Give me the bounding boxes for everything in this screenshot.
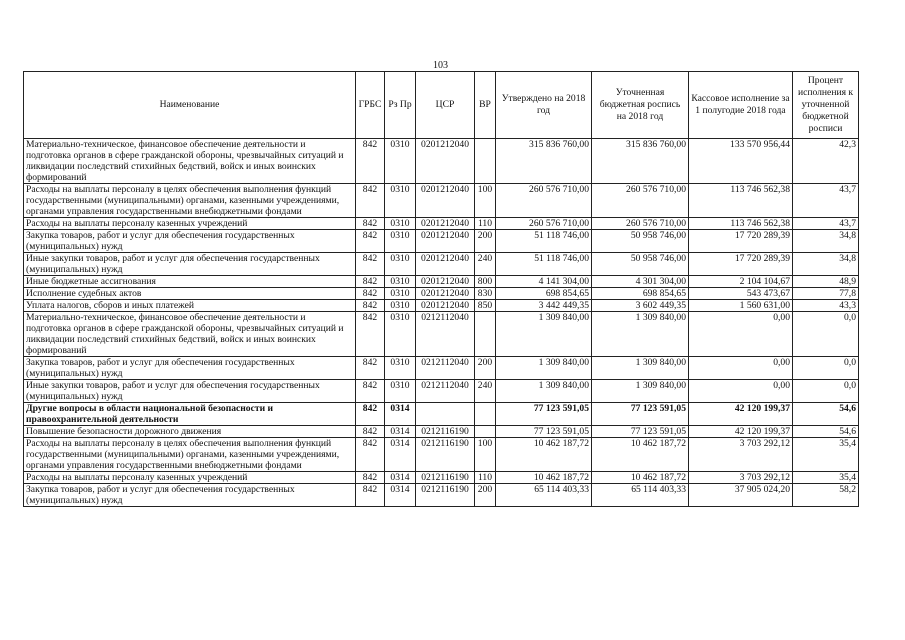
cell-percent: 0,0 [793,380,859,403]
page-number: 103 [433,60,448,71]
cell-vr: 100 [475,438,496,472]
cell-name: Закупка товаров, работ и услуг для обеспечения государственных (муниципальных) нужд [24,484,356,507]
cell-csr: 0201212040 [416,218,475,230]
cell-name: Расходы на выплаты персоналу в целях обеспечения выполнения функций государственными (муниципальными) органами, казенными учреждениями, органами управления государственными внебюджетными фондами [24,438,356,472]
cell-approved: 4 141 304,00 [496,276,592,288]
table-row [24,403,859,426]
table-row [24,288,859,300]
cell-approved: 51 118 746,00 [496,230,592,253]
cell-rz-pr: 0310 [385,288,416,300]
table-row [24,300,859,312]
cell-name: Расходы на выплаты персоналу в целях обеспечения выполнения функций государственными (муниципальными) органами, казенными учреждениями, органами управления государственными внебюджетными фондами [24,184,356,218]
cell-percent: 43,7 [793,218,859,230]
cell-cash: 42 120 199,37 [689,403,793,426]
cell-name: Другие вопросы в области национальной безопасности и правоохранительной деятельности [24,403,356,426]
cell-name: Иные закупки товаров, работ и услуг для обеспечения государственных (муниципальных) нужд [24,253,356,276]
cell-refined: 1 309 840,00 [592,357,689,380]
cell-name: Закупка товаров, работ и услуг для обеспечения государственных (муниципальных) нужд [24,230,356,253]
cell-grbs: 842 [356,380,385,403]
cell-cash: 0,00 [689,357,793,380]
table-row [24,184,859,218]
cell-vr: 200 [475,484,496,507]
cell-approved: 77 123 591,05 [496,426,592,438]
cell-refined: 260 576 710,00 [592,218,689,230]
cell-cash: 42 120 199,37 [689,426,793,438]
cell-csr: 0201212040 [416,276,475,288]
cell-csr: 0212116190 [416,438,475,472]
table-body [24,139,859,507]
cell-refined: 10 462 187,72 [592,472,689,484]
table-row [24,426,859,438]
cell-grbs: 842 [356,438,385,472]
cell-name: Иные бюджетные ассигнования [24,276,356,288]
cell-approved: 3 442 449,35 [496,300,592,312]
cell-grbs: 842 [356,139,385,184]
header-approved: Утверждено на 2018 год [496,72,592,139]
cell-cash: 113 746 562,38 [689,218,793,230]
cell-csr: 0212112040 [416,312,475,357]
header-csr: ЦСР [416,72,475,139]
cell-vr: 200 [475,230,496,253]
cell-percent: 34,8 [793,253,859,276]
cell-name: Повышение безопасности дорожного движения [24,426,356,438]
table-row [24,472,859,484]
cell-name: Расходы на выплаты персоналу казенных учреждений [24,472,356,484]
cell-cash: 17 720 289,39 [689,253,793,276]
cell-refined: 77 123 591,05 [592,426,689,438]
cell-vr: 240 [475,380,496,403]
cell-vr: 850 [475,300,496,312]
cell-cash: 17 720 289,39 [689,230,793,253]
cell-grbs: 842 [356,472,385,484]
cell-cash: 1 560 631,00 [689,300,793,312]
cell-rz-pr: 0314 [385,472,416,484]
cell-rz-pr: 0310 [385,253,416,276]
cell-cash: 0,00 [689,312,793,357]
cell-rz-pr: 0314 [385,426,416,438]
cell-refined: 260 576 710,00 [592,184,689,218]
cell-cash: 133 570 956,44 [689,139,793,184]
header-grbs: ГРБС [356,72,385,139]
cell-vr: 110 [475,472,496,484]
cell-vr [475,403,496,426]
cell-grbs: 842 [356,300,385,312]
cell-grbs: 842 [356,312,385,357]
cell-vr [475,426,496,438]
cell-approved: 1 309 840,00 [496,312,592,357]
cell-grbs: 842 [356,218,385,230]
header-percent: Процент исполнения к уточненной бюджетной росписи [793,72,859,139]
cell-name: Расходы на выплаты персоналу казенных учреждений [24,218,356,230]
cell-approved: 260 576 710,00 [496,218,592,230]
cell-vr: 110 [475,218,496,230]
cell-rz-pr: 0310 [385,357,416,380]
cell-rz-pr: 0310 [385,312,416,357]
budget-table [23,71,859,507]
table-row [24,253,859,276]
cell-csr: 0212116190 [416,484,475,507]
cell-percent: 58,2 [793,484,859,507]
cell-rz-pr: 0310 [385,139,416,184]
table-row [24,139,859,184]
cell-grbs: 842 [356,230,385,253]
table-row [24,357,859,380]
table-row [24,218,859,230]
cell-csr [416,403,475,426]
header-vr: ВР [475,72,496,139]
cell-approved: 77 123 591,05 [496,403,592,426]
cell-csr: 0212112040 [416,357,475,380]
cell-rz-pr: 0310 [385,184,416,218]
cell-approved: 1 309 840,00 [496,357,592,380]
cell-grbs: 842 [356,276,385,288]
cell-approved: 698 854,65 [496,288,592,300]
cell-refined: 10 462 187,72 [592,438,689,472]
cell-cash: 3 703 292,12 [689,472,793,484]
cell-cash: 0,00 [689,380,793,403]
cell-approved: 51 118 746,00 [496,253,592,276]
cell-percent: 54,6 [793,403,859,426]
cell-grbs: 842 [356,484,385,507]
cell-vr: 100 [475,184,496,218]
cell-name: Исполнение судебных актов [24,288,356,300]
cell-grbs: 842 [356,184,385,218]
table-row [24,230,859,253]
cell-percent: 77,8 [793,288,859,300]
cell-rz-pr: 0310 [385,218,416,230]
cell-csr: 0201212040 [416,300,475,312]
cell-vr: 200 [475,357,496,380]
cell-name: Закупка товаров, работ и услуг для обеспечения государственных (муниципальных) нужд [24,357,356,380]
cell-vr: 240 [475,253,496,276]
cell-csr: 0212116190 [416,426,475,438]
cell-grbs: 842 [356,288,385,300]
table-row [24,484,859,507]
cell-name: Иные закупки товаров, работ и услуг для обеспечения государственных (муниципальных) нужд [24,380,356,403]
cell-name: Уплата налогов, сборов и иных платежей [24,300,356,312]
cell-csr: 0212112040 [416,380,475,403]
cell-percent: 42,3 [793,139,859,184]
cell-percent: 34,8 [793,230,859,253]
cell-refined: 4 301 304,00 [592,276,689,288]
cell-percent: 35,4 [793,472,859,484]
cell-rz-pr: 0310 [385,230,416,253]
cell-approved: 65 114 403,33 [496,484,592,507]
cell-refined: 3 602 449,35 [592,300,689,312]
cell-percent: 43,3 [793,300,859,312]
cell-rz-pr: 0310 [385,300,416,312]
cell-grbs: 842 [356,357,385,380]
cell-name: Материально-техническое, финансовое обеспечение деятельности и подготовка органов в сфере гражданской обороны, чрезвычайных ситуаций и ликвидации последствий стихийных бедствий, войск и иных воинских формирований [24,312,356,357]
cell-approved: 10 462 187,72 [496,438,592,472]
cell-cash: 543 473,67 [689,288,793,300]
header-refined: Уточненная бюджетная роспись на 2018 год [592,72,689,139]
cell-percent: 54,6 [793,426,859,438]
cell-cash: 2 104 104,67 [689,276,793,288]
cell-refined: 77 123 591,05 [592,403,689,426]
cell-csr: 0201212040 [416,288,475,300]
table-row [24,438,859,472]
cell-grbs: 842 [356,253,385,276]
cell-refined: 65 114 403,33 [592,484,689,507]
cell-percent: 0,0 [793,357,859,380]
cell-approved: 10 462 187,72 [496,472,592,484]
cell-vr [475,312,496,357]
cell-approved: 315 836 760,00 [496,139,592,184]
cell-csr: 0201212040 [416,230,475,253]
cell-approved: 260 576 710,00 [496,184,592,218]
cell-name: Материально-техническое, финансовое обеспечение деятельности и подготовка органов в сфере гражданской обороны, чрезвычайных ситуаций и ликвидации последствий стихийных бедствий, войск и иных воинских формирований [24,139,356,184]
cell-rz-pr: 0310 [385,380,416,403]
cell-vr [475,139,496,184]
cell-vr: 830 [475,288,496,300]
cell-grbs: 842 [356,403,385,426]
cell-cash: 113 746 562,38 [689,184,793,218]
cell-percent: 0,0 [793,312,859,357]
cell-cash: 3 703 292,12 [689,438,793,472]
cell-percent: 35,4 [793,438,859,472]
header-cash: Кассовое исполнение за 1 полугодие 2018 года [689,72,793,139]
table-row [24,312,859,357]
cell-vr: 800 [475,276,496,288]
cell-refined: 50 958 746,00 [592,253,689,276]
header-name: Наименование [24,72,356,139]
cell-refined: 1 309 840,00 [592,312,689,357]
cell-csr: 0201212040 [416,184,475,218]
cell-approved: 1 309 840,00 [496,380,592,403]
cell-csr: 0212116190 [416,472,475,484]
cell-refined: 50 958 746,00 [592,230,689,253]
cell-rz-pr: 0310 [385,276,416,288]
table-row [24,276,859,288]
cell-refined: 1 309 840,00 [592,380,689,403]
cell-csr: 0201212040 [416,253,475,276]
table-row [24,380,859,403]
cell-refined: 698 854,65 [592,288,689,300]
cell-percent: 43,7 [793,184,859,218]
cell-cash: 37 905 024,20 [689,484,793,507]
cell-grbs: 842 [356,426,385,438]
cell-csr: 0201212040 [416,139,475,184]
cell-rz-pr: 0314 [385,403,416,426]
cell-rz-pr: 0314 [385,438,416,472]
cell-refined: 315 836 760,00 [592,139,689,184]
cell-rz-pr: 0314 [385,484,416,507]
table-header [24,72,859,139]
header-rz-pr: Рз Пр [385,72,416,139]
cell-percent: 48,9 [793,276,859,288]
